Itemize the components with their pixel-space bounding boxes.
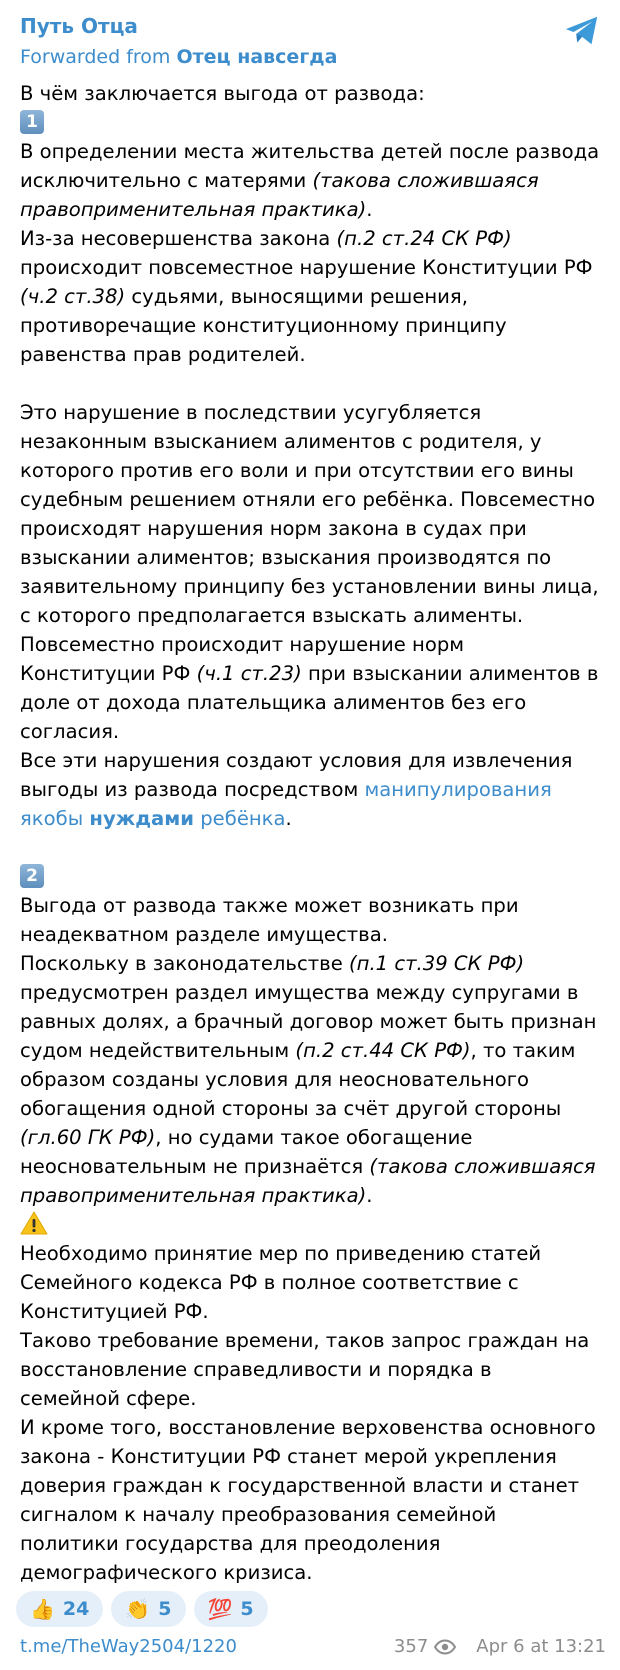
message-body bbox=[20, 79, 608, 1587]
text-line: Повсеместно происходит нарушение норм bbox=[20, 633, 465, 656]
text-line: Из-за несовершенства закона (п.2 ст.24 СК РФ) bbox=[20, 227, 512, 250]
reaction-hundred[interactable] bbox=[194, 1591, 268, 1627]
text-line: якобы нуждами ребёнка. bbox=[20, 807, 292, 830]
text-line: судом недействительным (п.2 ст.44 СК РФ), то таким bbox=[20, 1039, 576, 1062]
text-line: с которого предполагается взыскать алименты. bbox=[20, 604, 524, 627]
text-line: равных долях, а брачный договор может быть признан bbox=[20, 1010, 597, 1033]
clapping-hands-icon: 👏 bbox=[125, 1597, 151, 1621]
text-line: закона - Конституции РФ станет мерой укрепления bbox=[20, 1445, 557, 1468]
post-link[interactable]: t.me/TheWay2504/1220 bbox=[20, 1636, 237, 1657]
text-line: противоречащие конституционному принципу bbox=[20, 314, 507, 337]
text-line: выгоды из развода посредством манипулирования bbox=[20, 778, 552, 801]
reaction-count: 5 bbox=[240, 1598, 254, 1620]
view-count: 357 bbox=[393, 1636, 429, 1657]
text-line: (гл.60 ГК РФ), но судами такое обогащение bbox=[20, 1126, 473, 1149]
forwarded-prefix: Forwarded from bbox=[20, 46, 177, 68]
thumbs-up-icon: 👍 bbox=[30, 1597, 55, 1621]
text-line: заявительному принципу без установлении вины лица, bbox=[20, 575, 599, 598]
text-line: образом созданы условия для неосновательного bbox=[20, 1068, 530, 1091]
text-line: взыскании алиментов; взыскания производятся по bbox=[20, 546, 552, 569]
eye-icon bbox=[434, 1639, 456, 1655]
text-line: судебным решением отняли его ребёнка. Повсеместно bbox=[20, 488, 596, 511]
text-line: происходит повсеместное нарушение Конституции РФ bbox=[20, 256, 593, 279]
text-line: происходят нарушения норм закона в судах при bbox=[20, 517, 527, 540]
text-line: (ч.2 ст.38) судьями, выносящими решения, bbox=[20, 285, 468, 308]
forwarded-from bbox=[20, 46, 337, 68]
text-line: политики государства для преодоления bbox=[20, 1532, 441, 1555]
text-line: Семейного кодекса РФ в полное соответствие с bbox=[20, 1271, 519, 1294]
reaction-count: 5 bbox=[158, 1598, 172, 1620]
text-line: правоприменительная практика). bbox=[20, 198, 373, 221]
hundred-points-icon: 💯 bbox=[207, 1597, 233, 1621]
keycap-1-icon: 1 bbox=[20, 110, 44, 134]
text-line: И кроме того, восстановление верховенства основного bbox=[20, 1416, 596, 1439]
text-line: Выгода от развода также может возникать при bbox=[20, 894, 519, 917]
text-line: обогащения одной стороны за счёт другой стороны bbox=[20, 1097, 562, 1120]
text-line: неосновательным не признаётся (такова сложившаяся bbox=[20, 1155, 596, 1178]
text-line: правоприменительная практика). bbox=[20, 1184, 373, 1207]
text-line: равенства прав родителей. bbox=[20, 343, 306, 366]
warning-icon bbox=[20, 1210, 48, 1236]
text-line: В определении места жительства детей после развода bbox=[20, 140, 600, 163]
text-line: демографического кризиса. bbox=[20, 1561, 313, 1584]
intro-text: В чём заключается выгода от развода: bbox=[20, 82, 425, 105]
post-meta bbox=[394, 1636, 606, 1657]
text-line: Таково требование времени, таков запрос граждан на bbox=[20, 1329, 590, 1352]
text-line: доверия граждан к государственной власти и станет bbox=[20, 1474, 580, 1497]
text-line: предусмотрен раздел имущества между супругами в bbox=[20, 981, 579, 1004]
needs-link[interactable]: якобы нуждами ребёнка bbox=[20, 807, 286, 830]
text-line: Поскольку в законодательстве (п.1 ст.39 СК РФ) bbox=[20, 952, 525, 975]
channel-name[interactable]: Путь Отца bbox=[20, 14, 138, 38]
text-line: семейной сфере. bbox=[20, 1387, 197, 1410]
text-line: Необходимо принятие мер по приведению статей bbox=[20, 1242, 542, 1265]
reactions-bar bbox=[16, 1591, 268, 1627]
telegram-plane-icon[interactable] bbox=[563, 12, 601, 50]
text-line: Конституцией РФ. bbox=[20, 1300, 209, 1323]
text-line: Это нарушение в последствии усугубляется bbox=[20, 401, 482, 424]
text-line: неадекватном разделе имущества. bbox=[20, 923, 388, 946]
text-line: сигналом к началу преобразования семейной bbox=[20, 1503, 497, 1526]
text-line: согласия. bbox=[20, 720, 120, 743]
reaction-thumbs-up[interactable] bbox=[16, 1591, 103, 1627]
reaction-count: 24 bbox=[62, 1598, 90, 1620]
text-line: незаконным взысканием алиментов с родителя, у bbox=[20, 430, 542, 453]
post-date[interactable]: Apr 6 at 13:21 bbox=[476, 1636, 606, 1657]
manipulation-link[interactable]: манипулирования bbox=[364, 778, 552, 801]
forwarded-source-link[interactable]: Отец навсегда bbox=[176, 46, 338, 68]
text-line: Все эти нарушения создают условия для извлечения bbox=[20, 749, 573, 772]
text-line: исключительно с матерями (такова сложившаяся bbox=[20, 169, 539, 192]
text-line: доле от дохода плательщика алиментов без его bbox=[20, 691, 527, 714]
text-line: которого против его воли и при отсутствии его вины bbox=[20, 459, 574, 482]
reaction-clap[interactable] bbox=[111, 1591, 185, 1627]
text-line: восстановление справедливости и порядка в bbox=[20, 1358, 492, 1381]
keycap-2-icon: 2 bbox=[20, 864, 44, 888]
text-line: Конституции РФ (ч.1 ст.23) при взыскании алиментов в bbox=[20, 662, 599, 685]
